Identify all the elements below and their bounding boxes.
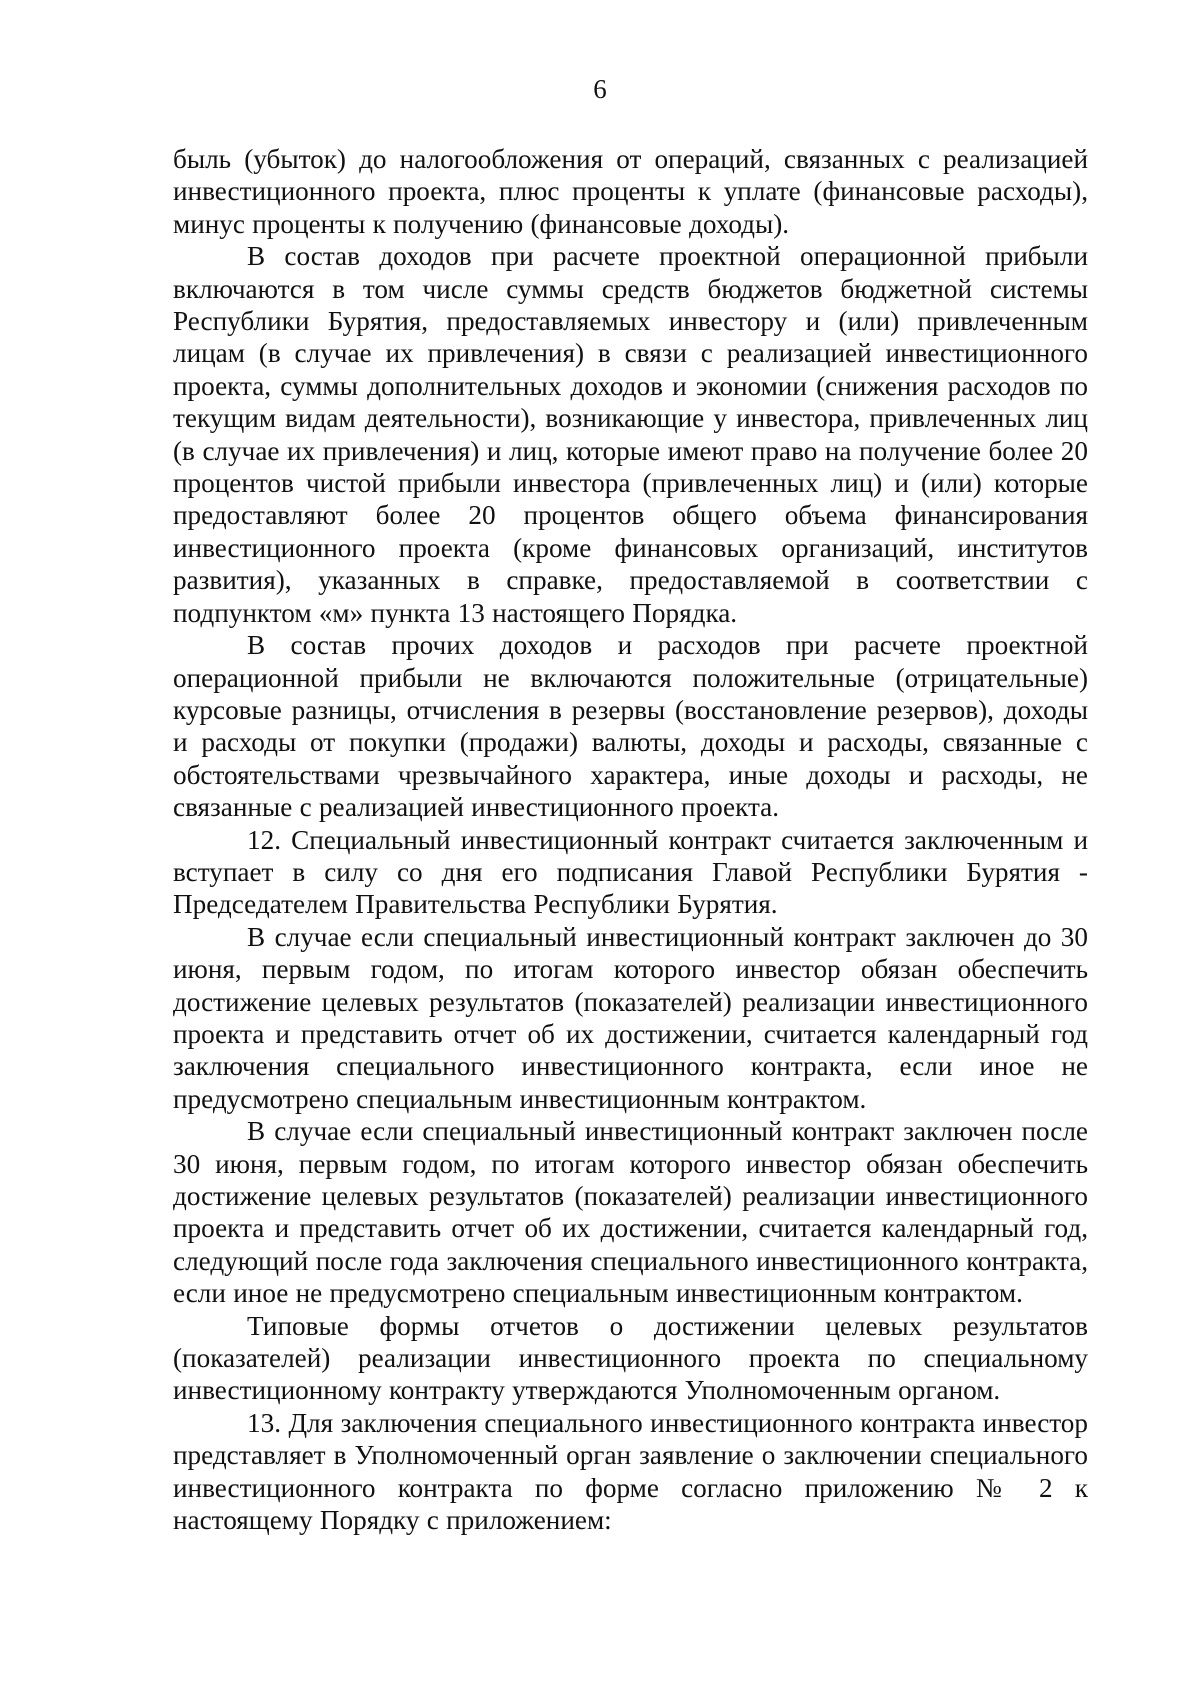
paragraph-item-12-contract-effect: 12. Специальный инвестиционный контракт считается заключенным и вступает в силу со дня его подписания Главой Республики Бурятия - Председателем Правительства Республики Бурятия.	[173, 824, 1088, 920]
paragraph-other-income-exclusions: В состав прочих доходов и расходов при расчете проектной операционной прибыли не включаются положительные (отрицательные) курсовые разницы, отчисления в резервы (восстановление резервов), доходы и расходы от покупки (продажи) валюты, доходы и расходы, связанные с обстоятельствами чрезвычайного характера, иные доходы и расходы, не связанные с реализацией инвестиционного проекта.	[173, 630, 1088, 823]
document-body	[173, 143, 1088, 1536]
paragraph-operating-profit-definition: быль (убыток) до налогообложения от операций, связанных с реализацией инвестиционного проекта, плюс проценты к уплате (финансовые расходы), минус проценты к получению (финансовые доходы).	[173, 144, 1088, 239]
paragraph-income-composition: В состав доходов при расчете проектной операционной прибыли включаются в том числе суммы средств бюджетов бюджетной системы Республики Бурятия, предоставляемых инвестору и (или) привлеченным лицам (в случае их привлечения) в связи с реализацией инвестиционного проекта, суммы дополнительных доходов и экономии (снижения расходов по текущим видам деятельности), возникающие у инвестора, привлеченных лиц (в случае их привлечения) и лиц, которые имеют право на получение более 20 процентов чистой прибыли инвестора (привлеченных лиц) и (или) которые предоставляют более 20 процентов общего объема финансирования инвестиционного проекта (кроме финансовых организаций, институтов развития), указанных в справке, предоставляемой в соответствии с подпунктом «м» пункта 13 настоящего Порядка.	[173, 241, 1088, 628]
paragraph-item-13-application: 13. Для заключения специального инвестиционного контракта инвестор представляет в Уполномоченный орган заявление о заключении специального инвестиционного контракта по форме согласно приложению № 2 к настоящему Порядку с приложением:	[173, 1407, 1088, 1536]
paragraph-before-june-30: В случае если специальный инвестиционный контракт заключен до 30 июня, первым годом, по итогам которого инвестор обязан обеспечить достижение целевых результатов (показателей) реализации инвестиционного проекта и представить отчет об их достижении, считается календарный год заключения специального инвестиционного контракта, если иное не предусмотрено специальным инвестиционным контрактом.	[173, 921, 1088, 1114]
paragraph-after-june-30: В случае если специальный инвестиционный контракт заключен после 30 июня, первым годом, по итогам которого инвестор обязан обеспечить достижение целевых результатов (показателей) реализации инвестиционного проекта и представить отчет об их достижении, считается календарный год, следующий после года заключения специального инвестиционного контракта, если иное не предусмотрено специальным инвестиционным контрактом.	[173, 1116, 1088, 1309]
page-number: 6	[593, 74, 607, 104]
paragraph-report-forms: Типовые формы отчетов о достижении целевых результатов (показателей) реализации инвестиционного проекта по специальному инвестиционному контракту утверждаются Уполномоченным органом.	[173, 1310, 1088, 1406]
